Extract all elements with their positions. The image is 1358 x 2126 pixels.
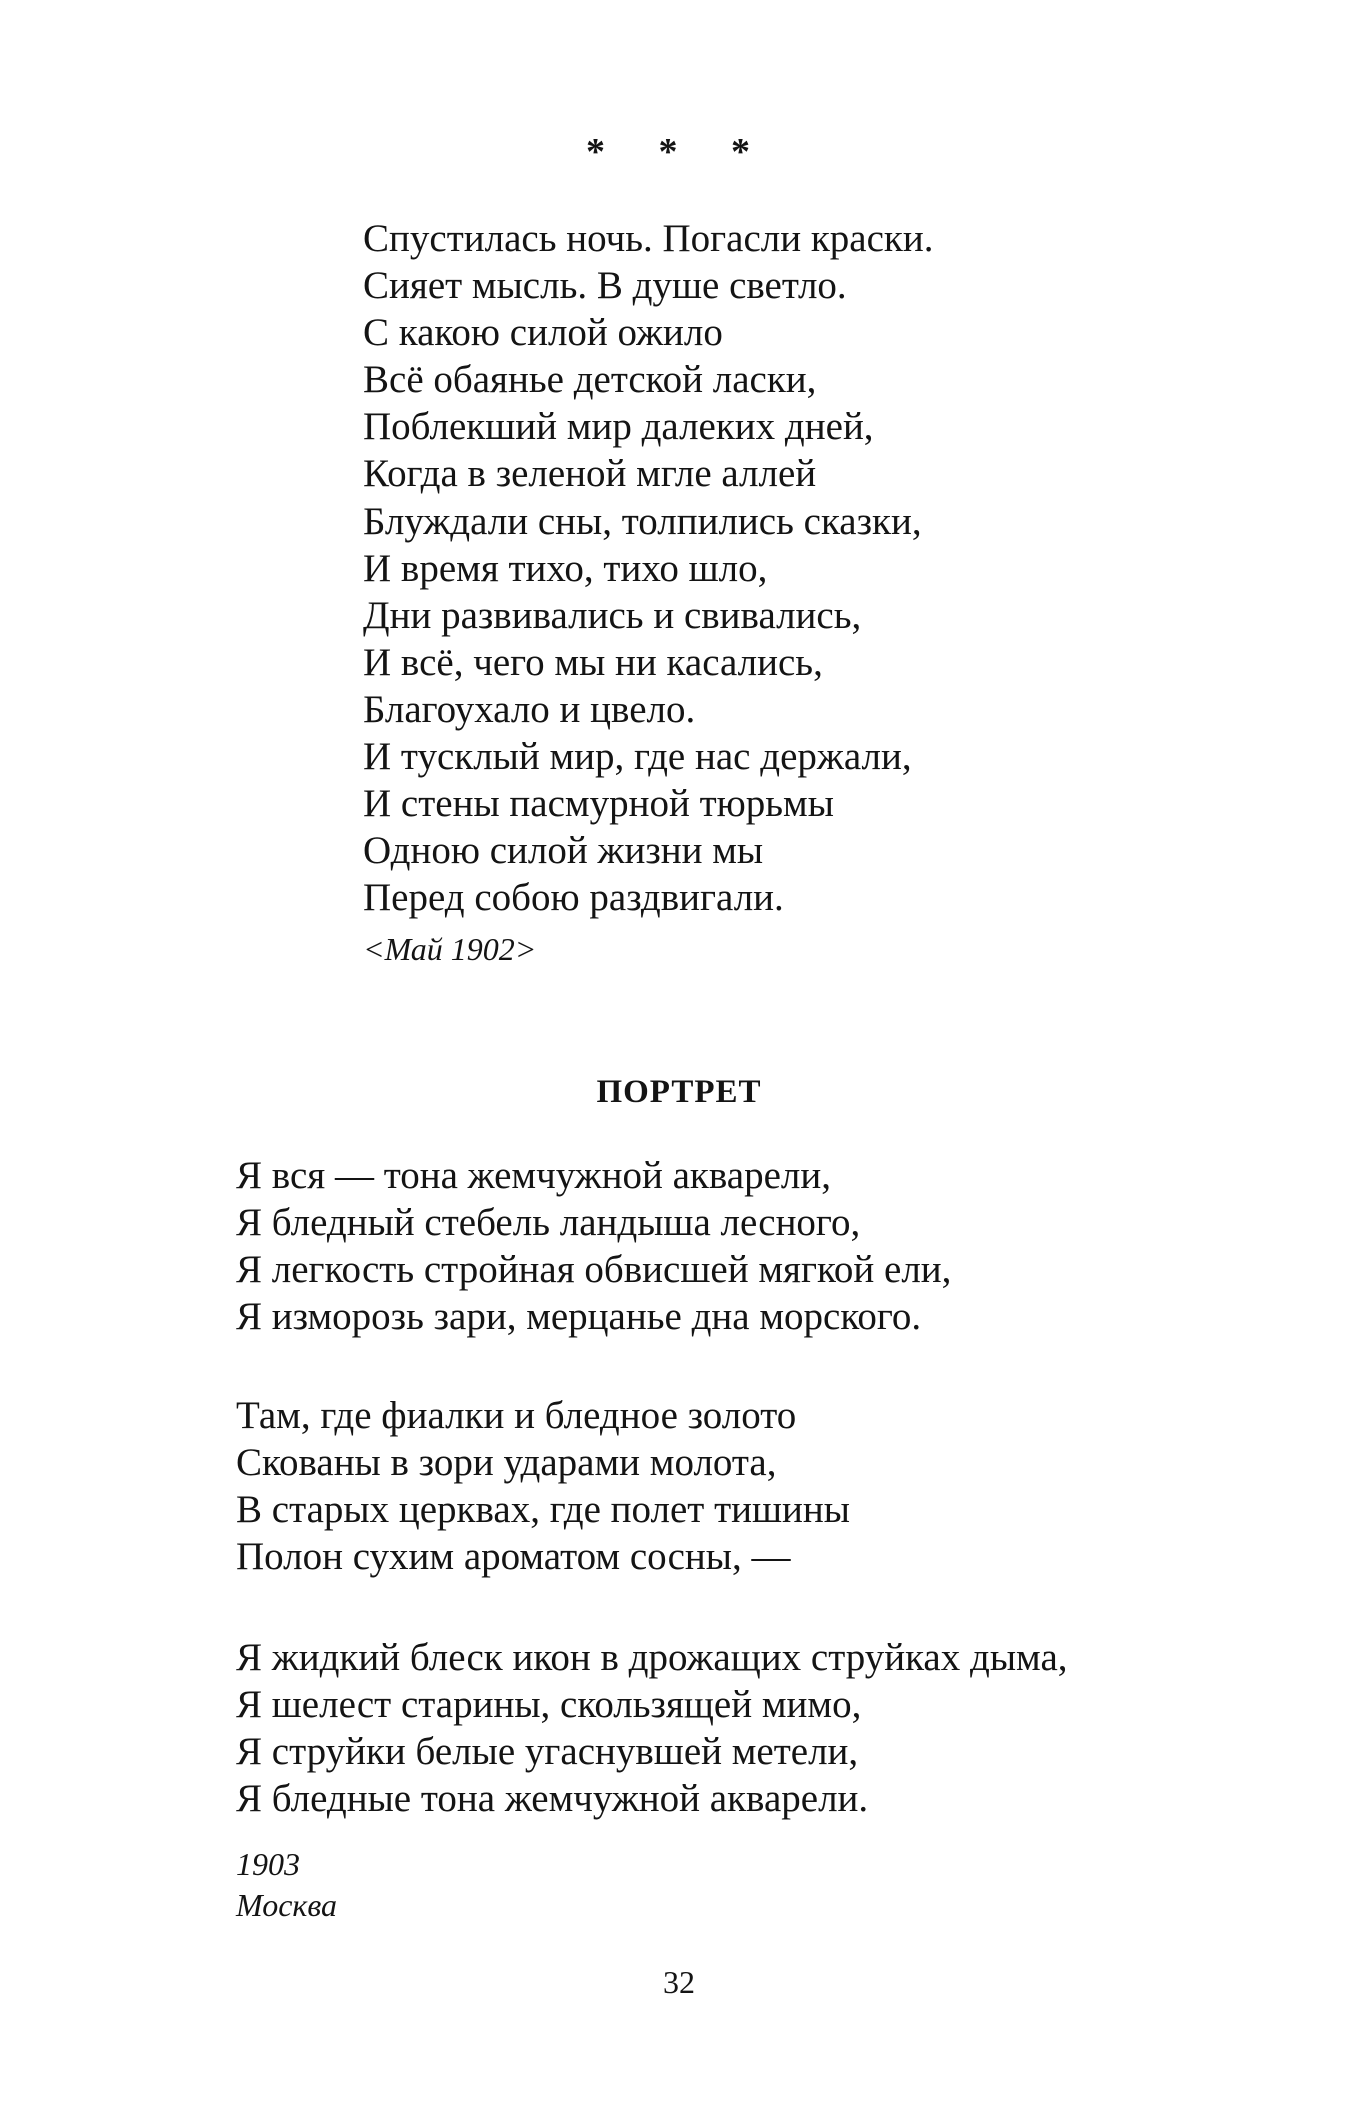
poem-line: Я легкость стройная обвисшей мягкой ели, [236, 1248, 952, 1292]
poem-line: Всё обаянье детской ласки, [363, 358, 817, 402]
poem-line: И всё, чего мы ни касались, [363, 640, 823, 684]
poem-line: Я вся — тона жемчужной акварели, [236, 1154, 831, 1197]
poem-place: Москва [236, 1887, 338, 1923]
poem-line: В старых церквах, где полет тишины [236, 1488, 850, 1532]
stanza [236, 1634, 1286, 1822]
poem-line: Блуждали сны, толпились сказки, [363, 499, 922, 543]
poem-date: <Май 1902> [363, 931, 537, 967]
poem-line: Одною силой жизни мы [363, 829, 764, 873]
poem-line: Скованы в зори ударами молота, [236, 1441, 777, 1485]
poem-line: Там, где фиалки и бледное золото [236, 1394, 797, 1437]
poem-line: С какою силой ожило [363, 311, 723, 355]
poem-line: Спустилась ночь. Погасли краски. [363, 217, 934, 260]
poem-line: Я бледные тона жемчужной акварели. [236, 1777, 869, 1821]
poem-line: И время тихо, тихо шло, [363, 546, 768, 590]
poem-line: Я струйки белые угаснувшей метели, [236, 1730, 859, 1774]
poem-line: И тусклый мир, где нас держали, [363, 735, 912, 779]
poem-line: Дни развивались и свивались, [363, 593, 862, 637]
poem-date: 1903 [236, 1846, 300, 1882]
poem-line: Я изморозь зари, мерцанье дна морского. [236, 1295, 922, 1339]
poem-line: Сияет мысль. В душе светло. [363, 264, 847, 308]
poem-line: Благоухало и цвело. [363, 687, 696, 731]
stanza [236, 1392, 1286, 1580]
poem-line: Я шелест старины, скользящей мимо, [236, 1683, 862, 1727]
poem-untitled [363, 215, 1263, 921]
poem-line: Я жидкий блеск икон в дрожащих струйках дыма, [236, 1636, 1068, 1679]
poem-line: Когда в зеленой мгле аллей [363, 452, 817, 496]
poem-line: Перед собою раздвигали. [363, 876, 784, 920]
poem-line: Поблекший мир далеких дней, [363, 405, 874, 449]
poem-line: И стены пасмурной тюрьмы [363, 782, 834, 826]
poem-line: Я бледный стебель ландыша лесного, [236, 1201, 861, 1245]
stanza [236, 1152, 1286, 1340]
poem-title: ПОРТРЕТ [596, 1074, 762, 1110]
section-separator: * * * [586, 131, 772, 173]
poem-line: Полон сухим ароматом сосны, — [236, 1535, 791, 1579]
page-number: 32 [663, 1964, 695, 2000]
